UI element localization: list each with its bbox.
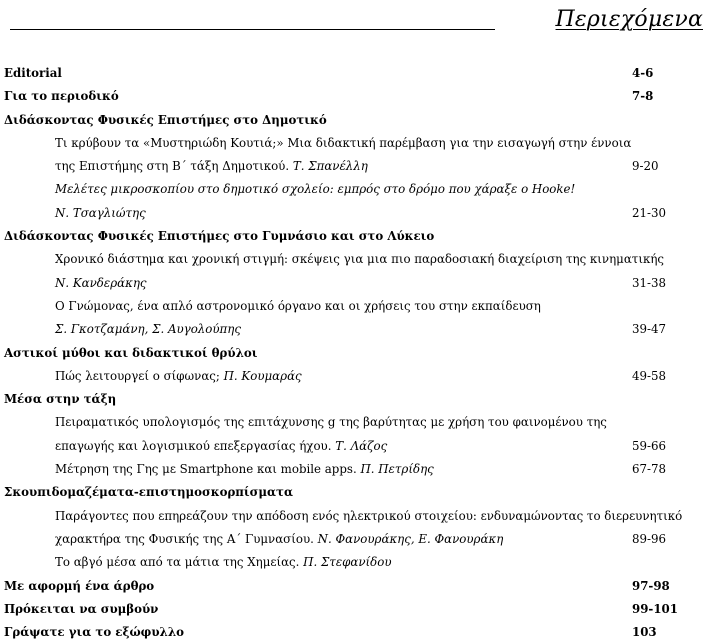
toc-entry [0,458,709,481]
page-number: 97-98 [632,578,670,593]
section-title [4,481,293,504]
entry-author: Ν. Τσαγλιώτης [55,205,146,220]
entry-author: Π. Στεφανίδου [299,555,392,570]
toc-section [0,62,709,85]
entry-text: Αστικοί μύθοι και διδακτικοί θρύλοι [4,345,258,360]
entry-text: Ο Γνώμονας, ένα απλό αστρονομικό όργανο και οι χρήσεις του στην εκπαίδευση [55,298,541,313]
entry-text: Με αφορμή ένα άρθρο [4,578,155,593]
toc-entry [0,551,709,574]
page-number: 67-78 [632,462,667,477]
entry-text: Πειραματικός υπολογισμός της επιτάχυνσης g της βαρύτητας με χρήση του φαινομένου της [55,415,607,430]
toc-entry [0,435,709,458]
entry-title [55,155,368,178]
section-title [4,598,158,621]
section-title [4,575,154,598]
section-title [4,342,257,365]
toc-section [0,109,709,132]
entry-title [55,318,241,341]
entry-title [55,528,503,551]
toc-section [0,621,709,644]
entry-author: Τ. Σπανέλλη [289,159,368,174]
toc-section [0,342,709,365]
entry-text: Πώς λειτουργεί ο σίφωνας; [55,368,220,383]
toc-section [0,481,709,504]
toc-section [0,598,709,621]
toc-entry [0,365,709,388]
toc-entry [0,202,709,225]
entry-text: επαγωγής και λογισμικού επεξεργασίας ήχου. [55,438,332,453]
section-title [4,85,119,108]
section-title [4,62,62,85]
entry-text: Τι κρύβουν τα «Μυστηριώδη Κουτιά;» Μια διδακτική παρέμβαση για την εισαγωγή στην έννοια [55,135,632,150]
entry-text: Χρονικό διάστημα και χρονική στιγμή: σκέψεις για μια πιο παραδοσιακή διαχείριση της κινηματικής [55,252,664,267]
page-number: 103 [632,625,657,640]
entry-title [55,202,146,225]
section-title [4,225,434,248]
table-of-contents [0,62,709,644]
toc-section [0,388,709,411]
entry-title [55,505,682,528]
entry-title [55,435,387,458]
entry-title [55,551,392,574]
entry-title [55,411,607,434]
header [0,0,709,40]
entry-text: Πρόκειται να συμβούν [4,601,159,616]
toc-section [0,575,709,598]
toc-entry [0,318,709,341]
entry-text: Διδάσκοντας Φυσικές Επιστήμες στο Δημοτικό [4,112,327,127]
toc-section [0,85,709,108]
entry-text: Μέτρηση της Γης με Smartphone και mobile apps. [55,462,357,477]
section-title [4,388,116,411]
entry-author: Τ. Λάζος [331,438,388,453]
entry-title [55,248,664,271]
entry-text: χαρακτήρα της Φυσικής της Α΄ Γυμνασίου. [55,531,314,546]
entry-text: Γράψατε για το εξώφυλλο [4,625,184,640]
page-title: Περιεχόμενα [555,7,703,32]
entry-author: Π. Κουμαράς [219,368,302,383]
page-number: 9-20 [632,159,659,174]
entry-text: Editorial [4,66,62,80]
page-number: 89-96 [632,531,667,546]
entry-text: Διδάσκοντας Φυσικές Επιστήμες στο Γυμνάσιο και στο Λύκειο [4,229,435,244]
page-number: 21-30 [632,205,667,220]
page-number: 4-6 [632,66,654,80]
toc-entry [0,132,709,155]
toc-entry [0,411,709,434]
entry-text: Το αβγό μέσα από τα μάτια της Χημείας. [55,555,300,570]
entry-title [55,272,147,295]
entry-text: Για το περιοδικό [4,89,119,104]
page-number: 31-38 [632,275,667,290]
toc-entry [0,272,709,295]
entry-author: Σ. Γκοτζαμάνη, Σ. Αυγολούπης [55,322,241,337]
entry-author: Ν. Φανουράκης, Ε. Φανουράκη [313,531,504,546]
toc-entry [0,528,709,551]
page-number: 49-58 [632,368,667,383]
entry-title [55,365,302,388]
entry-text: Σκουπιδομαζέματα-επιστημοσκορπίσματα [4,485,294,500]
toc-section [0,225,709,248]
toc-entry [0,295,709,318]
toc-entry [0,505,709,528]
page-number: 39-47 [632,322,667,337]
entry-text: της Επιστήμης στη Β΄ τάξη Δημοτικού. [55,159,290,174]
entry-title [55,132,631,155]
page-number: 7-8 [632,89,654,104]
page-number: 99-101 [632,601,678,616]
section-title [4,621,184,644]
entry-author: Π. Πετρίδης [356,462,434,477]
entry-text: Μέσα στην τάξη [4,392,117,407]
entry-title [55,295,541,318]
entry-author: Ν. Κανδεράκης [55,275,147,290]
section-title [4,109,327,132]
entry-title [55,178,575,201]
toc-entry [0,248,709,271]
header-rule [10,29,495,30]
toc-entry [0,178,709,201]
entry-text: Μελέτες μικροσκοπίου στο δημοτικό σχολείο: εμπρός στο δρόμο που χάραξε ο Hooke! [55,182,576,197]
entry-text: Παράγοντες που επηρεάζουν την απόδοση ενός ηλεκτρικού στοιχείου: ενδυναμώνοντας το διερευνητικό [55,508,683,523]
toc-entry [0,155,709,178]
entry-title [55,458,434,481]
page-number: 59-66 [632,438,667,453]
